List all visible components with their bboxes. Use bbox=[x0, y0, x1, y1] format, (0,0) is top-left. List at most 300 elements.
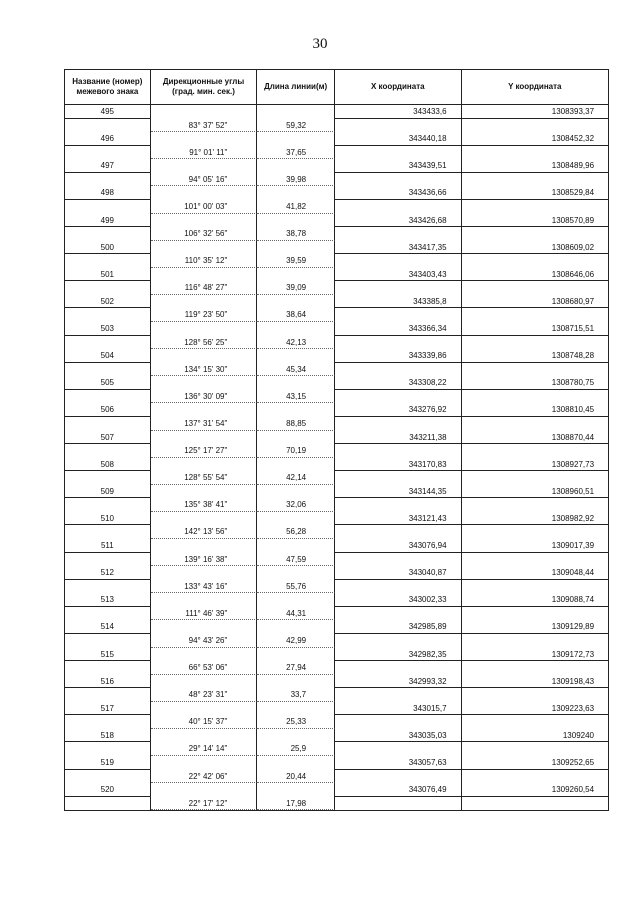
segment-length: 33,7 bbox=[257, 688, 335, 702]
table-row-segment bbox=[65, 146, 608, 160]
empty-cell bbox=[257, 783, 335, 797]
segment-angle: 91° 01' 11" bbox=[151, 146, 258, 160]
table-row-point bbox=[65, 295, 608, 309]
empty-cell bbox=[462, 417, 608, 431]
empty-cell bbox=[151, 539, 258, 553]
empty-cell bbox=[335, 742, 461, 756]
empty-cell bbox=[462, 525, 608, 539]
empty-cell bbox=[151, 566, 258, 580]
point-name: 495 bbox=[65, 105, 151, 119]
empty-cell bbox=[335, 444, 461, 458]
empty-cell bbox=[335, 553, 461, 567]
empty-cell bbox=[151, 241, 258, 255]
point-name: 498 bbox=[65, 186, 151, 200]
point-name: 513 bbox=[65, 593, 151, 607]
empty-cell bbox=[257, 132, 335, 146]
empty-cell bbox=[335, 281, 461, 295]
empty-cell bbox=[257, 756, 335, 770]
empty-cell bbox=[151, 159, 258, 173]
empty-cell bbox=[335, 797, 461, 811]
empty-cell bbox=[65, 444, 151, 458]
point-x: 343426,68 bbox=[335, 214, 462, 228]
table-row-point bbox=[65, 132, 608, 146]
table-row-segment bbox=[65, 498, 608, 512]
header-x: X координата bbox=[335, 70, 462, 104]
empty-cell bbox=[257, 268, 335, 282]
segment-length: 55,76 bbox=[257, 580, 335, 594]
empty-cell bbox=[462, 607, 608, 621]
segment-angle: 22° 42' 06" bbox=[151, 770, 258, 784]
point-name: 499 bbox=[65, 214, 151, 228]
table-row-point bbox=[65, 105, 608, 119]
empty-cell bbox=[462, 770, 608, 784]
table-row-segment bbox=[65, 173, 608, 187]
point-y: 1309260,54 bbox=[462, 783, 608, 797]
point-y: 1309048,44 bbox=[462, 566, 608, 580]
table-row-point bbox=[65, 214, 608, 228]
empty-cell bbox=[151, 431, 258, 445]
point-y: 1308489,96 bbox=[462, 159, 608, 173]
point-y: 1309129,89 bbox=[462, 620, 608, 634]
empty-cell bbox=[65, 634, 151, 648]
point-x: 343436,66 bbox=[335, 186, 462, 200]
empty-cell bbox=[335, 363, 461, 377]
point-x: 343002,33 bbox=[335, 593, 462, 607]
empty-cell bbox=[257, 186, 335, 200]
empty-cell bbox=[335, 308, 461, 322]
table-row-point bbox=[65, 159, 608, 173]
segment-angle: 22° 17' 12" bbox=[151, 797, 258, 811]
point-y: 1309240 bbox=[462, 729, 608, 743]
empty-cell bbox=[335, 770, 461, 784]
empty-cell bbox=[151, 675, 258, 689]
empty-cell bbox=[462, 390, 608, 404]
empty-cell bbox=[151, 620, 258, 634]
table-row-segment bbox=[65, 417, 608, 431]
empty-cell bbox=[335, 227, 461, 241]
table-row-segment bbox=[65, 634, 608, 648]
empty-cell bbox=[462, 444, 608, 458]
point-x: 343403,43 bbox=[335, 268, 462, 282]
point-y: 1308810,45 bbox=[462, 403, 608, 417]
empty-cell bbox=[151, 105, 258, 119]
table-row-segment bbox=[65, 742, 608, 756]
point-y: 1308680,97 bbox=[462, 295, 608, 309]
table-row-segment bbox=[65, 254, 608, 268]
empty-cell bbox=[151, 268, 258, 282]
empty-cell bbox=[151, 783, 258, 797]
table-row-segment bbox=[65, 797, 608, 811]
empty-cell bbox=[65, 417, 151, 431]
empty-cell bbox=[257, 376, 335, 390]
table-row-point bbox=[65, 322, 608, 336]
empty-cell bbox=[335, 607, 461, 621]
table-row-segment bbox=[65, 363, 608, 377]
table-row-point bbox=[65, 268, 608, 282]
empty-cell bbox=[462, 797, 608, 811]
empty-cell bbox=[257, 729, 335, 743]
segment-length: 41,82 bbox=[257, 200, 335, 214]
segment-angle: 135° 38' 41" bbox=[151, 498, 258, 512]
empty-cell bbox=[151, 186, 258, 200]
empty-cell bbox=[65, 281, 151, 295]
table-row-point bbox=[65, 702, 608, 716]
empty-cell bbox=[151, 376, 258, 390]
point-y: 1308570,89 bbox=[462, 214, 608, 228]
segment-angle: 136° 30' 09" bbox=[151, 390, 258, 404]
point-y: 1309017,39 bbox=[462, 539, 608, 553]
segment-length: 47,59 bbox=[257, 553, 335, 567]
table-row-point bbox=[65, 756, 608, 770]
segment-angle: 101° 00' 03" bbox=[151, 200, 258, 214]
segment-angle: 40° 15' 37" bbox=[151, 715, 258, 729]
table-row-point bbox=[65, 593, 608, 607]
empty-cell bbox=[151, 403, 258, 417]
empty-cell bbox=[335, 688, 461, 702]
point-y: 1308393,37 bbox=[462, 105, 608, 119]
point-y: 1308609,02 bbox=[462, 241, 608, 255]
empty-cell bbox=[151, 458, 258, 472]
point-y: 1308529,84 bbox=[462, 186, 608, 200]
segment-length: 20,44 bbox=[257, 770, 335, 784]
table-row-segment bbox=[65, 525, 608, 539]
empty-cell bbox=[65, 742, 151, 756]
empty-cell bbox=[462, 336, 608, 350]
empty-cell bbox=[462, 227, 608, 241]
empty-cell bbox=[257, 702, 335, 716]
empty-cell bbox=[151, 729, 258, 743]
segment-angle: 119° 23' 50" bbox=[151, 308, 258, 322]
table-row-segment bbox=[65, 444, 608, 458]
empty-cell bbox=[65, 471, 151, 485]
point-x: 343339,86 bbox=[335, 349, 462, 363]
table-row-segment bbox=[65, 580, 608, 594]
point-y: 1308982,92 bbox=[462, 512, 608, 526]
table-row-segment bbox=[65, 281, 608, 295]
table-row-point bbox=[65, 186, 608, 200]
point-name: 514 bbox=[65, 620, 151, 634]
segment-angle: 125° 17' 27" bbox=[151, 444, 258, 458]
point-name: 503 bbox=[65, 322, 151, 336]
empty-cell bbox=[257, 159, 335, 173]
empty-cell bbox=[65, 173, 151, 187]
empty-cell bbox=[257, 512, 335, 526]
empty-cell bbox=[257, 675, 335, 689]
empty-cell bbox=[65, 308, 151, 322]
empty-cell bbox=[257, 322, 335, 336]
empty-cell bbox=[151, 214, 258, 228]
empty-cell bbox=[151, 132, 258, 146]
empty-cell bbox=[335, 173, 461, 187]
point-x: 343040,87 bbox=[335, 566, 462, 580]
segment-angle: 83° 37' 52" bbox=[151, 119, 258, 133]
table-row-point bbox=[65, 431, 608, 445]
empty-cell bbox=[257, 349, 335, 363]
point-y: 1309223,63 bbox=[462, 702, 608, 716]
empty-cell bbox=[65, 119, 151, 133]
point-y: 1309172,73 bbox=[462, 648, 608, 662]
point-x: 343417,35 bbox=[335, 241, 462, 255]
empty-cell bbox=[335, 661, 461, 675]
empty-cell bbox=[335, 390, 461, 404]
point-name: 510 bbox=[65, 512, 151, 526]
point-y: 1308748,28 bbox=[462, 349, 608, 363]
empty-cell bbox=[462, 119, 608, 133]
table-row-point bbox=[65, 349, 608, 363]
empty-cell bbox=[257, 105, 335, 119]
empty-cell bbox=[65, 254, 151, 268]
point-x: 342985,89 bbox=[335, 620, 462, 634]
segment-length: 39,09 bbox=[257, 281, 335, 295]
point-x: 343057,63 bbox=[335, 756, 462, 770]
table-row-segment bbox=[65, 770, 608, 784]
empty-cell bbox=[462, 634, 608, 648]
table-row-point bbox=[65, 783, 608, 797]
empty-cell bbox=[462, 308, 608, 322]
table-row-segment bbox=[65, 715, 608, 729]
empty-cell bbox=[335, 119, 461, 133]
table-row-segment bbox=[65, 471, 608, 485]
empty-cell bbox=[151, 349, 258, 363]
table-row-point bbox=[65, 566, 608, 580]
segment-angle: 139° 16' 38" bbox=[151, 553, 258, 567]
empty-cell bbox=[462, 661, 608, 675]
point-y: 1308452,32 bbox=[462, 132, 608, 146]
segment-angle: 48° 23' 31" bbox=[151, 688, 258, 702]
table-row-point bbox=[65, 620, 608, 634]
point-x: 343144,35 bbox=[335, 485, 462, 499]
empty-cell bbox=[335, 498, 461, 512]
empty-cell bbox=[65, 200, 151, 214]
point-name: 507 bbox=[65, 431, 151, 445]
point-name: 509 bbox=[65, 485, 151, 499]
point-name: 511 bbox=[65, 539, 151, 553]
point-y: 1308715,51 bbox=[462, 322, 608, 336]
table-row-segment bbox=[65, 661, 608, 675]
empty-cell bbox=[335, 417, 461, 431]
empty-cell bbox=[335, 336, 461, 350]
empty-cell bbox=[65, 715, 151, 729]
header-y: Y координата bbox=[508, 82, 562, 91]
point-x: 343035,03 bbox=[335, 729, 462, 743]
segment-length: 27,94 bbox=[257, 661, 335, 675]
empty-cell bbox=[257, 648, 335, 662]
table-row-segment bbox=[65, 119, 608, 133]
table-row-segment bbox=[65, 336, 608, 350]
point-x: 343439,51 bbox=[335, 159, 462, 173]
point-x: 343440,18 bbox=[335, 132, 462, 146]
point-x: 343076,94 bbox=[335, 539, 462, 553]
point-x: 343015,7 bbox=[335, 702, 462, 716]
segment-length: 32,06 bbox=[257, 498, 335, 512]
point-y: 1309088,74 bbox=[462, 593, 608, 607]
empty-cell bbox=[257, 620, 335, 634]
empty-cell bbox=[462, 363, 608, 377]
table-row-point bbox=[65, 675, 608, 689]
segment-length: 17,98 bbox=[257, 797, 335, 811]
empty-cell bbox=[151, 593, 258, 607]
point-x: 343385,8 bbox=[335, 295, 462, 309]
point-x: 343211,38 bbox=[335, 431, 462, 445]
point-x: 343121,43 bbox=[335, 512, 462, 526]
point-name: 508 bbox=[65, 458, 151, 472]
empty-cell bbox=[335, 471, 461, 485]
segment-angle: 142° 13' 56" bbox=[151, 525, 258, 539]
point-x: 343308,22 bbox=[335, 376, 462, 390]
empty-cell bbox=[65, 363, 151, 377]
point-name: 516 bbox=[65, 675, 151, 689]
point-name: 504 bbox=[65, 349, 151, 363]
point-name: 519 bbox=[65, 756, 151, 770]
empty-cell bbox=[257, 566, 335, 580]
empty-cell bbox=[151, 648, 258, 662]
segment-angle: 111° 46' 39" bbox=[151, 607, 258, 621]
point-y: 1308870,44 bbox=[462, 431, 608, 445]
point-x: 342982,35 bbox=[335, 648, 462, 662]
segment-length: 45,34 bbox=[257, 363, 335, 377]
point-name: 502 bbox=[65, 295, 151, 309]
empty-cell bbox=[462, 254, 608, 268]
point-y: 1308780,75 bbox=[462, 376, 608, 390]
segment-length: 43,15 bbox=[257, 390, 335, 404]
table-row-point bbox=[65, 539, 608, 553]
segment-length: 42,14 bbox=[257, 471, 335, 485]
segment-angle: 128° 55' 54" bbox=[151, 471, 258, 485]
empty-cell bbox=[65, 797, 151, 811]
table-row-segment bbox=[65, 390, 608, 404]
point-x: 342993,32 bbox=[335, 675, 462, 689]
point-x: 343076,49 bbox=[335, 783, 462, 797]
point-name: 520 bbox=[65, 783, 151, 797]
point-y: 1309198,43 bbox=[462, 675, 608, 689]
empty-cell bbox=[151, 512, 258, 526]
point-name: 517 bbox=[65, 702, 151, 716]
empty-cell bbox=[151, 702, 258, 716]
empty-cell bbox=[335, 715, 461, 729]
point-name: 512 bbox=[65, 566, 151, 580]
table-row-point bbox=[65, 485, 608, 499]
empty-cell bbox=[462, 553, 608, 567]
empty-cell bbox=[65, 336, 151, 350]
table-row-point bbox=[65, 241, 608, 255]
empty-cell bbox=[65, 580, 151, 594]
empty-cell bbox=[151, 322, 258, 336]
segment-angle: 116° 48' 27" bbox=[151, 281, 258, 295]
empty-cell bbox=[65, 607, 151, 621]
header-angle: Дирекционные углы (град. мин. сек.) bbox=[151, 70, 258, 104]
segment-length: 39,59 bbox=[257, 254, 335, 268]
empty-cell bbox=[257, 458, 335, 472]
empty-cell bbox=[65, 146, 151, 160]
segment-angle: 106° 32' 56" bbox=[151, 227, 258, 241]
empty-cell bbox=[462, 281, 608, 295]
segment-angle: 110° 35' 12" bbox=[151, 254, 258, 268]
empty-cell bbox=[462, 471, 608, 485]
segment-angle: 133° 43' 16" bbox=[151, 580, 258, 594]
segment-length: 88,85 bbox=[257, 417, 335, 431]
empty-cell bbox=[151, 295, 258, 309]
empty-cell bbox=[65, 390, 151, 404]
point-x: 343366,34 bbox=[335, 322, 462, 336]
empty-cell bbox=[65, 770, 151, 784]
empty-cell bbox=[257, 295, 335, 309]
point-y: 1308927,73 bbox=[462, 458, 608, 472]
table-row-point bbox=[65, 648, 608, 662]
empty-cell bbox=[462, 688, 608, 702]
empty-cell bbox=[462, 742, 608, 756]
point-name: 518 bbox=[65, 729, 151, 743]
empty-cell bbox=[462, 146, 608, 160]
empty-cell bbox=[335, 580, 461, 594]
empty-cell bbox=[335, 254, 461, 268]
segment-length: 37,65 bbox=[257, 146, 335, 160]
point-name: 505 bbox=[65, 376, 151, 390]
empty-cell bbox=[65, 525, 151, 539]
segment-length: 25,33 bbox=[257, 715, 335, 729]
empty-cell bbox=[257, 403, 335, 417]
coordinates-table bbox=[64, 69, 609, 811]
empty-cell bbox=[257, 485, 335, 499]
empty-cell bbox=[462, 173, 608, 187]
table-row-segment bbox=[65, 607, 608, 621]
table-body bbox=[65, 105, 608, 810]
empty-cell bbox=[65, 553, 151, 567]
table-row-point bbox=[65, 376, 608, 390]
empty-cell bbox=[257, 539, 335, 553]
empty-cell bbox=[257, 593, 335, 607]
segment-angle: 94° 43' 26" bbox=[151, 634, 258, 648]
table-row-segment bbox=[65, 200, 608, 214]
header-name: Название (номер) межевого знака bbox=[65, 70, 151, 104]
empty-cell bbox=[335, 200, 461, 214]
empty-cell bbox=[65, 498, 151, 512]
empty-cell bbox=[335, 146, 461, 160]
empty-cell bbox=[257, 214, 335, 228]
point-x: 343276,92 bbox=[335, 403, 462, 417]
empty-cell bbox=[462, 498, 608, 512]
empty-cell bbox=[65, 227, 151, 241]
table-row-point bbox=[65, 458, 608, 472]
empty-cell bbox=[151, 756, 258, 770]
point-name: 515 bbox=[65, 648, 151, 662]
empty-cell bbox=[257, 241, 335, 255]
point-y: 1309252,65 bbox=[462, 756, 608, 770]
point-name: 506 bbox=[65, 403, 151, 417]
header-length: Длина линии(м) bbox=[257, 70, 335, 104]
table-row-point bbox=[65, 729, 608, 743]
point-y: 1308960,51 bbox=[462, 485, 608, 499]
table-row-point bbox=[65, 512, 608, 526]
empty-cell bbox=[257, 431, 335, 445]
point-name: 496 bbox=[65, 132, 151, 146]
point-name: 497 bbox=[65, 159, 151, 173]
table-row-segment bbox=[65, 227, 608, 241]
point-x: 343433,6 bbox=[335, 105, 462, 119]
segment-angle: 66° 53' 06" bbox=[151, 661, 258, 675]
segment-angle: 94° 05' 16" bbox=[151, 173, 258, 187]
point-y: 1308646,06 bbox=[462, 268, 608, 282]
point-name: 500 bbox=[65, 241, 151, 255]
segment-angle: 137° 31' 54" bbox=[151, 417, 258, 431]
table-row-segment bbox=[65, 308, 608, 322]
point-name: 501 bbox=[65, 268, 151, 282]
segment-length: 56,28 bbox=[257, 525, 335, 539]
segment-length: 44,31 bbox=[257, 607, 335, 621]
empty-cell bbox=[335, 525, 461, 539]
segment-length: 25,9 bbox=[257, 742, 335, 756]
segment-length: 70,19 bbox=[257, 444, 335, 458]
segment-length: 42,13 bbox=[257, 336, 335, 350]
